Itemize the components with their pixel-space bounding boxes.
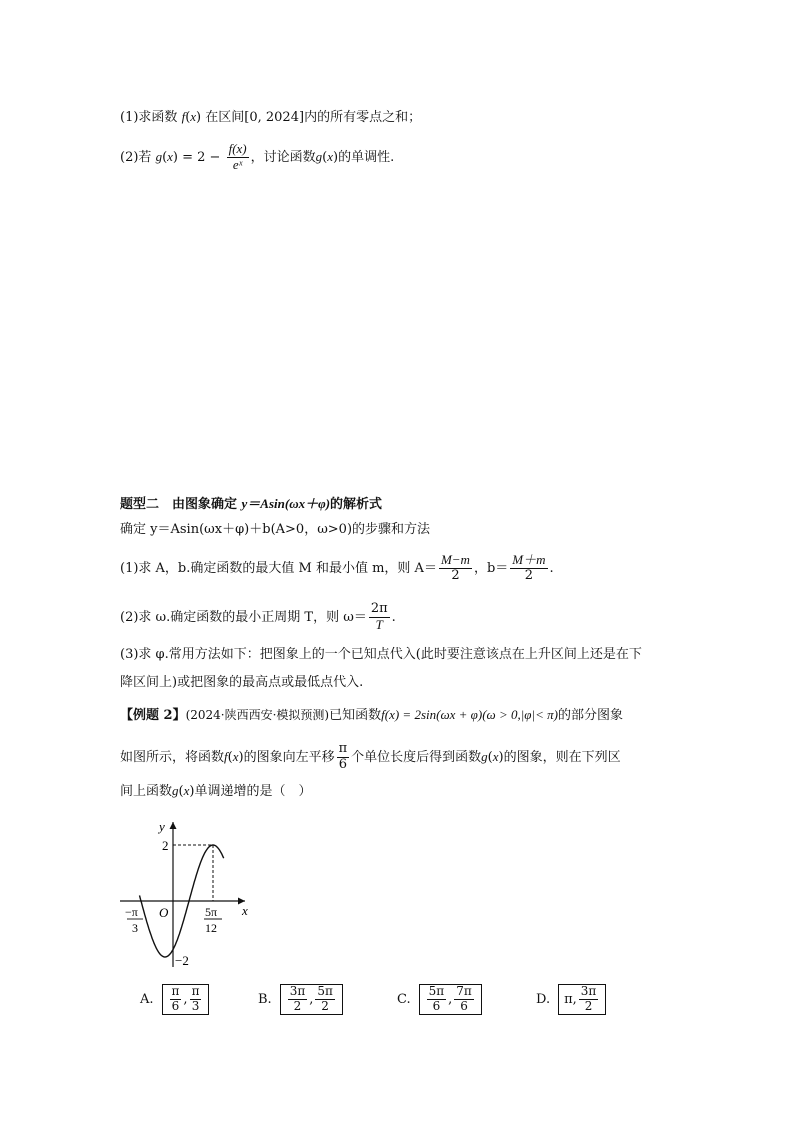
choice-b-letter: B. — [258, 991, 272, 1007]
method-step-1 — [120, 553, 554, 584]
example-line2-a: 如图所示，将函数 — [120, 749, 225, 765]
q2-tail: 的单调性. — [338, 149, 395, 165]
q2-var: x — [167, 148, 173, 164]
choice-c-interval: $\frac{5\pi}{6}$ , $\frac{7\pi}{6}$ — [419, 984, 482, 1015]
choice-d-hi-den: 2 — [584, 998, 593, 1013]
choice-b[interactable] — [258, 984, 343, 1015]
section-title — [120, 497, 382, 511]
example-line-3: 间上函数g(x)单调递增的是（ ） — [120, 783, 312, 799]
choice-c-hi-num: 7π — [456, 984, 472, 998]
q2-fraction — [227, 142, 249, 173]
section-title-a: 题型二 由图象确定 — [120, 497, 242, 512]
choice-a-lo-num: π — [171, 984, 180, 998]
step2-frac — [369, 602, 390, 633]
method-step-3-line1: (3)求 φ.常用方法如下：把图象上的一个已知点代入(此时要注意该点在上升区间上还是在下 — [120, 647, 642, 662]
choice-b-hi-den: 2 — [321, 998, 329, 1013]
step2-end: . — [391, 609, 396, 625]
example-line3-a: 间上函数 — [120, 784, 173, 799]
y-axis-label: y — [159, 819, 165, 834]
question-1: (1)求函数 f(x) 在区间[0, 2024]内的所有零点之和； — [120, 109, 422, 125]
method-step-2 — [120, 602, 396, 633]
step2-frac-den: T — [375, 616, 383, 632]
q2-prefix: (2)若 — [120, 149, 152, 165]
q2-func-name-2: g — [315, 148, 323, 164]
q1-prefix: (1)求函数 — [120, 110, 178, 125]
right-tick-num: 5π — [205, 905, 218, 919]
example-line1-a: 已知函数 — [329, 708, 382, 723]
choice-c-lo-den: 6 — [432, 998, 441, 1013]
choice-c[interactable] — [397, 984, 482, 1015]
step2-frac-num: 2π — [370, 601, 388, 616]
choice-a-hi-num: π — [191, 984, 200, 998]
example-line3-b: 单调递增的是（ ） — [194, 784, 312, 799]
choice-d[interactable] — [536, 984, 606, 1015]
example-label: 【例题 2】 — [120, 708, 186, 723]
choice-a-hi-den: 3 — [191, 998, 200, 1013]
step1-frac-a-num: M−m — [440, 552, 470, 567]
step1-end: . — [549, 560, 554, 576]
example-line2-c: 个单位长度后得到函数 — [351, 749, 482, 765]
step1-frac-b-den: 2 — [524, 567, 534, 583]
step1-text-b: ，b＝ — [473, 560, 509, 576]
example-source: (2024·陕西西安·模拟预测) — [185, 708, 330, 722]
y-max-label: 2 — [162, 838, 169, 853]
example-line1-b: 的部分图象 — [557, 708, 623, 723]
section-title-formula: y＝Asin(ωx＋φ) — [241, 496, 331, 511]
shift-frac-den: 6 — [338, 756, 347, 772]
method-step-3-line2: 降区间上)或把图象的最高点或最低点代入. — [120, 675, 364, 690]
choice-d-interval: π, $\frac{3\pi}{2}$ — [558, 984, 606, 1015]
choice-b-hi-num: 5π — [317, 984, 333, 998]
example-line2-d: 的图象，则在下列区 — [503, 749, 621, 765]
choice-a-letter: A. — [140, 991, 154, 1007]
choice-a-interval: $\frac{\pi}{6}$ , $\frac{\pi}{3}$ — [162, 984, 210, 1015]
step2-text: (2)求 ω.确定函数的最小正周期 T，则 ω＝ — [120, 609, 367, 625]
shift-frac-num: π — [338, 741, 348, 756]
choice-a[interactable] — [140, 984, 209, 1015]
q1-var: x — [190, 109, 197, 124]
q2-frac-den: eˣ — [232, 156, 243, 172]
step1-frac-b — [510, 553, 547, 584]
left-tick-num: −π — [125, 905, 138, 919]
choice-b-interval: $\frac{3\pi}{2}$ , $\frac{5\pi}{2}$ — [280, 984, 343, 1015]
example-line2-b: 的图象向左平移 — [243, 749, 335, 765]
q2-func-name: g — [155, 148, 163, 164]
example-line-2: 如图所示，将函数f(x)的图象向左平移 $\frac{\pi}{6}$ 个单位长度后得到函数g(x)的图象，则在下列区 — [120, 741, 621, 772]
choice-b-lo-num: 3π — [289, 984, 306, 998]
choice-c-hi-den: 6 — [460, 998, 468, 1013]
q1-func-name: f — [181, 109, 186, 124]
choice-d-letter: D. — [536, 991, 551, 1007]
shift-frac — [337, 742, 350, 773]
step1-frac-a — [439, 553, 472, 584]
q1-interval: 0, 2024 — [249, 110, 299, 125]
left-tick-den: 3 — [132, 921, 138, 935]
choice-c-lo-num: 5π — [428, 984, 445, 998]
q2-eq: = 2 − — [178, 149, 225, 165]
q1-suffix: 内的所有零点之和； — [304, 110, 422, 125]
choice-c-letter: C. — [397, 991, 411, 1007]
method-intro: 确定 y＝Asin(ωx＋φ)＋b(A>0，ω>0)的步骤和方法 — [120, 522, 431, 537]
y-min-label: −2 — [175, 953, 189, 968]
choice-a-lo-den: 6 — [171, 998, 180, 1013]
example-formula: f(x) = 2sin(ωx + φ)(ω > 0,|φ|< π) — [381, 707, 558, 722]
section-title-c: 的解析式 — [330, 497, 383, 512]
example-line-1 — [120, 708, 623, 722]
step1-frac-a-den: 2 — [451, 567, 460, 583]
function-graph — [115, 815, 275, 975]
choice-b-lo-den: 2 — [293, 998, 302, 1013]
choice-d-hi-num: 3π — [580, 984, 597, 998]
step1-frac-b-num: M＋m — [512, 552, 546, 567]
q1-mid-text: 在区间 — [205, 110, 245, 125]
origin-label: O — [159, 905, 169, 920]
q2-suffix: ，讨论函数 — [250, 149, 316, 165]
choice-d-lo: π — [564, 991, 573, 1007]
question-2: (2)若 g(x) = 2 − $\frac{f(x)}{\text{eˣ}}$ ，讨论函数g(x)的单调性. — [120, 141, 395, 172]
x-axis-label: x — [242, 903, 248, 918]
right-tick-den: 12 — [205, 921, 217, 935]
q2-frac-num: f(x) — [228, 141, 247, 156]
step1-text: (1)求 A，b.确定函数的最大值 M 和最小值 m，则 A＝ — [120, 560, 437, 576]
q2-var-2: x — [327, 148, 334, 164]
